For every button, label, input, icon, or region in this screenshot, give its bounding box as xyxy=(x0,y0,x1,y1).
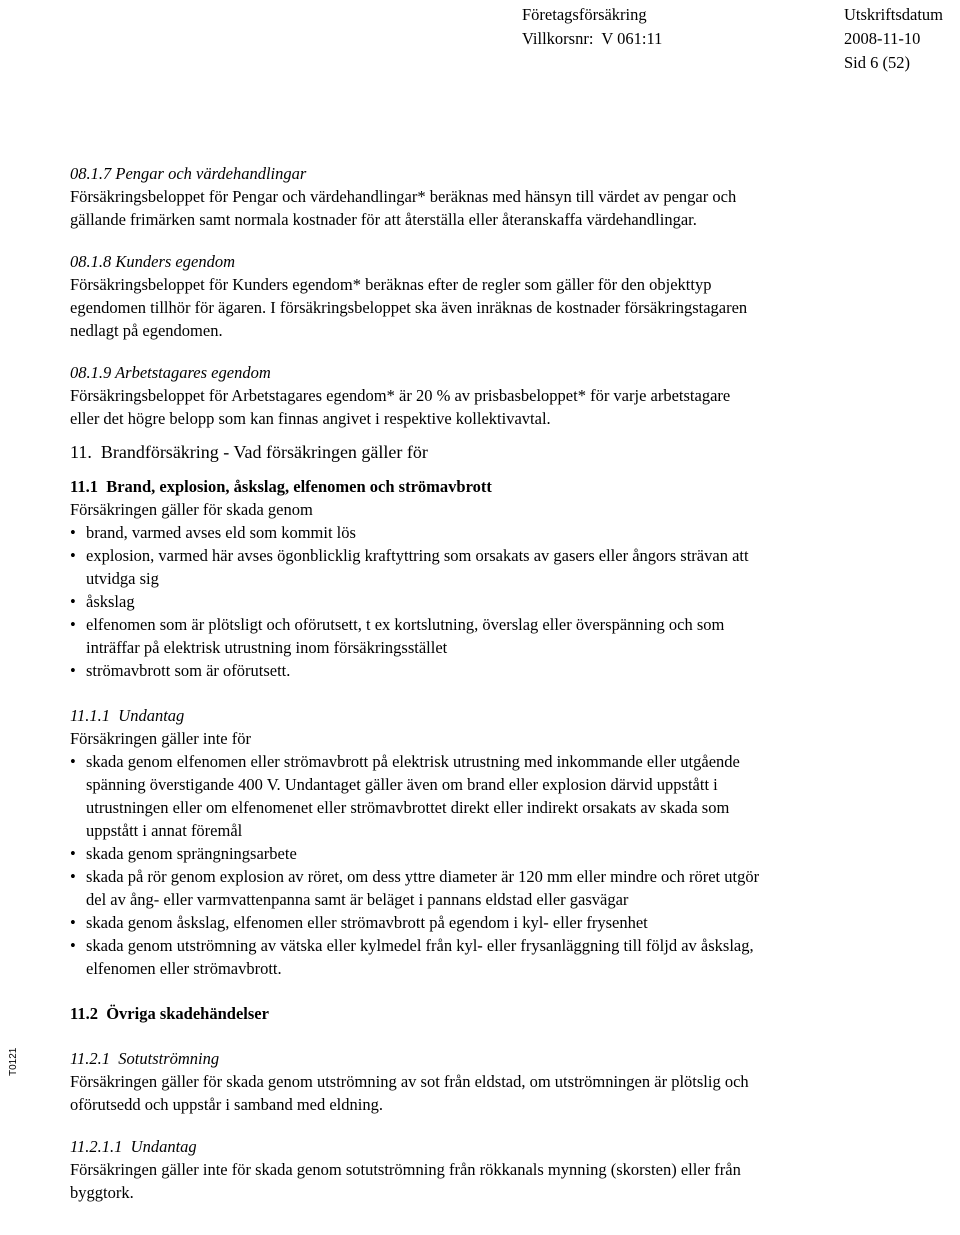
section-heading: 11.1 Brand, explosion, åskslag, elfenomen och strömavbrott xyxy=(70,477,492,496)
document-body xyxy=(70,162,860,1204)
list-item: • skada på rör genom explosion av röret, om dess yttre diameter är 120 mm eller mindre och röret utgör del av ång- eller varmvattenpanna samt är beläget i pannans eldstad eller gasvägar xyxy=(70,867,760,909)
paragraph-line: Försäkringsbeloppet för Pengar och värdehandlingar* beräknas med hänsyn till värdet av pengar och xyxy=(70,187,737,206)
section-heading: 11.2.1.1 Undantag xyxy=(70,1137,197,1156)
bullet-icon: • xyxy=(70,546,76,565)
section-08-1-7 xyxy=(70,162,860,231)
list-item: • åskslag xyxy=(70,592,135,611)
terms-number: Villkorsnr: V 061:11 xyxy=(522,29,663,48)
bullet-icon: • xyxy=(70,752,76,771)
paragraph-line: egendomen tillhör för ägaren. I försäkringsbeloppet ska även inräknas de kostnader försäkringstagaren xyxy=(70,298,748,317)
paragraph-line: Försäkringsbeloppet för Arbetstagares egendom* är 20 % av prisbasbeloppet* för varje arbetstagare xyxy=(70,386,731,405)
list-item: • elfenomen som är plötsligt och oförutsett, t ex kortslutning, överslag eller överspänning och som inträffar på elektrisk utrustning inom försäkringsstället xyxy=(70,615,725,657)
section-11-1-1 xyxy=(70,704,860,980)
document-header-left xyxy=(522,3,662,51)
section-11-1 xyxy=(70,475,860,682)
side-form-code: T0121 xyxy=(8,1047,19,1076)
bullet-icon: • xyxy=(70,615,76,634)
bullet-list xyxy=(70,750,860,980)
paragraph-line: eller det högre belopp som kan finnas angivet i respektive kollektivavtal. xyxy=(70,409,551,428)
chapter-heading-11: 11. Brandförsäkring - Vad försäkringen gäller för xyxy=(70,442,428,462)
bullet-icon: • xyxy=(70,867,76,886)
section-heading: 11.1.1 Undantag xyxy=(70,706,185,725)
paragraph-line: byggtork. xyxy=(70,1183,134,1202)
bullet-icon: • xyxy=(70,936,76,955)
print-date-label: Utskriftsdatum xyxy=(844,5,943,24)
bullet-icon: • xyxy=(70,844,76,863)
list-item: • brand, varmed avses eld som kommit lös xyxy=(70,523,356,542)
paragraph-line: Försäkringen gäller inte för skada genom sotutströmning från rökkanals mynning (skorsten) eller från xyxy=(70,1160,741,1179)
bullet-icon: • xyxy=(70,661,76,680)
section-heading: 11.2.1 Sotutströmning xyxy=(70,1049,220,1068)
bullet-list xyxy=(70,521,860,682)
section-heading: 08.1.9 Arbetstagares egendom xyxy=(70,363,271,382)
section-11-2-1 xyxy=(70,1047,860,1116)
paragraph-line: Försäkringen gäller för skada genom xyxy=(70,500,313,519)
section-heading: 08.1.7 Pengar och värdehandlingar xyxy=(70,164,307,183)
print-date: 2008-11-10 xyxy=(844,29,921,48)
section-08-1-8 xyxy=(70,250,860,342)
section-08-1-9 xyxy=(70,361,860,430)
document-type: Företagsförsäkring xyxy=(522,5,647,24)
section-11-2-1-1 xyxy=(70,1135,860,1204)
section-heading-11-2: 11.2 Övriga skadehändelser xyxy=(70,1004,269,1023)
list-item: • skada genom åskslag, elfenomen eller strömavbrott på egendom i kyl- eller frysenhet xyxy=(70,913,648,932)
page-number: Sid 6 (52) xyxy=(844,53,910,72)
paragraph-line: gällande frimärken samt normala kostnader för att återställa eller återanskaffa värdehandlingar. xyxy=(70,210,697,229)
bullet-icon: • xyxy=(70,913,76,932)
paragraph-line: Försäkringen gäller för skada genom utströmning av sot från eldstad, om utströmningen är plötslig och xyxy=(70,1072,749,1091)
section-heading: 08.1.8 Kunders egendom xyxy=(70,252,235,271)
paragraph-line: Försäkringen gäller inte för xyxy=(70,729,251,748)
list-item: • strömavbrott som är oförutsett. xyxy=(70,661,291,680)
list-item: • skada genom sprängningsarbete xyxy=(70,844,297,863)
list-item: • skada genom utströmning av vätska eller kylmedel från kyl- eller frysanläggning till följd av åskslag, elfenomen eller strömavbrott. xyxy=(70,936,754,978)
bullet-icon: • xyxy=(70,592,76,611)
list-item: • explosion, varmed här avses ögonblicklig kraftyttring som orsakats av gasers eller ångors strävan att utvidga sig xyxy=(70,546,749,588)
paragraph-line: Försäkringsbeloppet för Kunders egendom* beräknas efter de regler som gäller för den objekttyp xyxy=(70,275,712,294)
document-header-right xyxy=(844,3,943,75)
paragraph-line: oförutsedd och uppstår i samband med eldning. xyxy=(70,1095,383,1114)
bullet-icon: • xyxy=(70,523,76,542)
paragraph-line: nedlagt på egendomen. xyxy=(70,321,223,340)
list-item: • skada genom elfenomen eller strömavbrott på elektrisk utrustning med inkommande eller utgående spänning överstigande 400 V. Undantaget gäller även om brand eller explosion därvid uppstått i utrustningen eller om elfenomenet eller strömavbrottet direkt eller indirekt orsakats av skada som uppstått i annat föremål xyxy=(70,752,740,840)
